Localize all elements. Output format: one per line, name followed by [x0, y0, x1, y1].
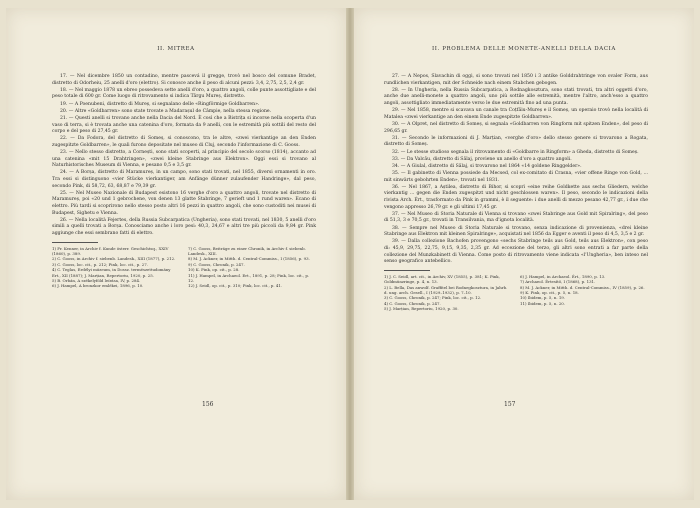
footnote: 5) J. Marțian, Repertoriu, 1920, p. 30.	[384, 306, 459, 312]
paragraph: 33. — Da Valcău, distretto di Sălaj, proviene un anello d'oro a quattro angoli.	[392, 156, 572, 162]
paragraph: 18. — Nel maggio 1878 un ebreo possedeva sette anelli d'oro, a quattro angoli, colle punte assottigliate e del peso totale di 600 gr. Come luogo di ritrovamento si indica Târgu Mureș, distretto.	[52, 87, 316, 100]
running-header: II. MITREA	[157, 46, 195, 52]
right-page	[354, 8, 694, 500]
paragraph: 26. — Nella località Fejertes, della Russia Subcarpatica (Ungheria), sono stati trovati, nel 1830, 5 anelli d'oro simili a quelli trovati a Borșa. Conosciamo anche i loro pesi: 40,3, 24,67 e altri tre più piccoli da 9,84 gr. Pink aggiunge che essi sembrano fatti di elettro.	[52, 217, 316, 236]
footnote: 12) J. Seidl, op. cit., p. 310; Pink, loc. cit., p. 41.	[188, 283, 283, 289]
footnote: 10) K. Pink, op. cit., p. 28.	[188, 267, 240, 273]
footnote: 1) Fr. Kenner, in Archiv f. Kunde österr. Geschichtsq., XXIV (1860), p. 389.	[52, 245, 169, 256]
paragraph: 31. — Secondo le informazioni di J. Marțian, «verghe d'oro» dello stesso genere si trovarono a Rogata, distretto di Someș.	[384, 135, 648, 148]
paragraph: 32. — Le stesse studioso segnala il ritrovamento di «Goldbarre in Ringform» a Gheda, distretto di Someș.	[392, 149, 639, 155]
footnote-rule	[52, 242, 98, 243]
right-page-body	[384, 74, 648, 312]
footnote: 5) B. Orbán, A székelyföld leírása, IV, p. 284.	[52, 278, 141, 284]
footnote: 4) C. Teglas, Erdélyi múzeum, in Dossz. természettudomány Ert., XII (1887); J. Marțian, Repertoriu, 1920, p. 25.	[52, 267, 171, 278]
paragraph: 35. — Il gabinetto di Vienna possiede da Mecsed, col ex-comitato di Crasna, «vier offene Ringe von Gold, ... mit sinwärts gebohrten Enden», trovati nel 1831.	[384, 171, 648, 183]
page-number: 156	[202, 401, 214, 408]
paragraph: 21. — Questi anelli si trovano anche nella Dacia del Nord. È così che a Bistrița si incorse nella scoperta d'un vaso di terra, si è trovata anche una catenina d'oro, formata da 9 anelli, con le estremità più sottili del resto del corpo e del peso di 27,45 gr.	[52, 115, 316, 135]
paragraph: 37. — Nel Museo di Storia Naturale di Vienna si trovano «zwei Stabringe aus Gold mit Spiralring», del peso di 51,3, 3 e 70,5 gr., trovati in Transilvania, ma d'ignota località.	[384, 211, 648, 224]
footnote: 7) Archaeol. Értesítő, I (1868), p. 131.	[520, 279, 596, 285]
footnote: 1) J. C. Seidl, art. cit., in Archiv, XV (1855), p. 381; K. Pink, Goldmünzringe, p. 4, n. 13.	[384, 273, 500, 285]
book-gutter	[346, 8, 354, 500]
footnote-rule	[384, 270, 430, 271]
footnote: 9) C. Gooss, Chronik, p. 247.	[188, 261, 245, 267]
paragraph: 22. — Da Fodora, del distretto di Someș, si conoscono, tra le altre, «zwei vierkantige an den Enden zugespitzte Goldbarren», le quali furono depositate nel museo di Cluj, secondo l'informazione di C. Gooss.	[52, 136, 316, 148]
paragraph: 36. — Nel 1867, a Aștilea, distretto di Bihor, si scoprì «eine reihe Goldkette aus sechs Gliedern, welche vierkantig ... gegen die Enden zugespitzt und nicht geschlossen waren». Il peso, secondo le indicazioni della rivista Arch. Ért., trasformato da Pink in grammi, è il seguente: i due anelli di mezzo pesano 42,77 gr., i due che vengono appresso 26,79 gr. e gli ultimi 17,45 gr.	[384, 184, 648, 210]
footnote: 6) J. Hampel, A bronzkor emlékei, 1896, p. 10.	[52, 283, 144, 289]
footnote: 6) J. Hampel, in Archaeol. Ért., 1890, p. 13.	[520, 273, 606, 279]
left-paragraphs	[52, 74, 316, 238]
right-footnotes	[384, 274, 648, 312]
footnote: 9) K. Pink, op. cit., p. 5, n. 18.	[520, 289, 579, 295]
paragraph: 34. — A Giulal, distretto di Sălaj, si trovarono nel 1864 «14 goldene Ringgelder».	[392, 163, 582, 169]
footnote: 4) C. Gooss, Chronik, p. 247.	[384, 300, 441, 306]
paragraph: 29. — Nel 1858, mentre si scavava un canale tra Coțfăiu-Mureș e il Someș, un operaio trovò nella località di Matalea «zwei vierkantige an den einem Ende zugespitzte Goldbarren».	[384, 108, 648, 120]
footnote: 3) C. Gooss, loc. cit., p. 212; Pink, loc. cit., p. 27.	[52, 261, 148, 267]
footnote: 3) C. Gooss, Chronik, p. 247; Pink, loc. cit., p. 12.	[384, 295, 482, 301]
footnote: 2) C. Gooss, in Archiv f. siebenb. Landesk., XIII (1877), p. 212.	[52, 256, 176, 262]
right-paragraphs	[384, 74, 648, 266]
left-footnotes	[52, 246, 316, 289]
page-number: 157	[504, 401, 516, 408]
paragraph: 30. — A Olpret, nel distretto di Someș, si segnala «Goldbarren von Ringform mit spitzen Enden», del peso di 296,65 gr.	[384, 121, 648, 134]
paragraph: 19. — A Poenubeni, distretto di Mureș, si segnalano delle «Ringförmige Goldbarren».	[60, 101, 260, 107]
paragraph: 24. — A Borșa, distretto di Maramureș, in un campo, sono stati trovati, nel 1855, diversi ornamenti in oro. Tra essi si distinguono «vier Stücke vierkantiger, am Anfänge dünner zulaufender Handringe», dal peso, secondo Pink, di 58,72, 63, 68,87 e 79,39 gr.	[52, 170, 316, 189]
footnote: 11) J. Hampel, in Archaeol. Ert., 1891, p. 28; Pink, loc. cit., p. 12.	[188, 272, 310, 284]
left-page	[6, 8, 346, 500]
paragraph: 39. — Dalla collezione Bachofen provengono «sechs Stabringe teils aus Gold, teils aus Elektron», con peso di: 45,9, 29,75, 22,75, 9,15, 9,35, 2,35 gr. Ad eccezione del terzo, gli altri sono entrati a far parte della collezione del Munzkabinett di Vienna. Come posto di ritrovamento viene indicata «l'Ungheria», ben inteso nel senso geografico antebellico.	[384, 239, 648, 265]
paragraph: 27. — A Nepos, Slavachin di oggi, si sono trovati nel 1850 i 3 antike Golddrahtringe von ovaler Form, aus rundlichen vierkantigen, mit der Schneide nach einem Stabchen gebogen.	[384, 74, 648, 86]
footnote: 7) C. Gooss, Beiträge zu einer Chronik, in Archiv f. siebenb. Landesk., XIII.	[188, 245, 306, 256]
paragraph: 25. — Nel Museo Nazionale di Budapest esistono 16 verghe d'oro a quattro angoli, trovate nel distretto di Maramureș, poi «20 und 1 gebrochene, von denen 13 glatte Stabringe, 7 gerieft und 1 rund waren». Ecano di elettro. Più tardi si scoprirono nello stesso posto altri 16 pezzi in quattro angoli, che sono custoditi nei musei di Budapest, Sighetu e Vienna.	[52, 190, 316, 216]
footnote: 8) M. J. Ackner, in Mitth. d. Central-Commiss., IV (1859), p. 26.	[520, 284, 645, 290]
left-page-body	[52, 74, 316, 289]
footnote: 8) M. J. Ackner, in Mitth. d. Central-Commiss., I (1856), p. 93.	[188, 256, 310, 262]
paragraph: 23. — Nello stesso distretto, a Cornești, sono stati scoperti, al principio del secolo scorso (1814), accanto ad una catenina «mit 15 Drahtringen», «zwei kleine Stabringe aus Elektron». Oggi essi si trovano al Naturhistorisches Museum di Vienna, e pesano 0,5 e 3,5 gr.	[52, 150, 316, 169]
paragraph: 38. — Sempre nel Museo di Storia Naturale si trovano, senza indicazione di provenienza, «drei kleine Stabringe aus Elektron mit kleinen Spiralringe», acquistati nel 1856 da Egger e aventi il peso di 4,5, 3,5 e 2 gr.	[384, 225, 648, 238]
footnote: 10) Ibidem, p. 5, n. 19.	[520, 295, 566, 301]
paragraph: 28. — In Ungheria, nella Russia Subcarpatica, a Rodnagkosztura, sono stati trovati, tra altri oggetti d'oro, anche due anelli-monete a quattro angoli, uno più sottile alle estremità, mentre l'altro, anch'esso a quattro angoli, assottigliato immediatamente verso le due estremità fino ad una punta.	[384, 87, 648, 106]
footnote: 2) L. Bella, Das anwolf. Graffitel bei Rodnegkosztura, in Jahrb. d. ung. arch. Gesell., I (1929–1932), p. 7–10.	[384, 284, 508, 295]
footnote: 11) Ibidem, p. 5, n. 20.	[520, 300, 566, 306]
paragraph: 20. — Altre «Goldbarren» sono state trovate a Madarașul de Câmpie, nella stessa regione.	[60, 108, 272, 114]
running-header: II. PROBLEMA DELLE MONETE-ANELLI DELLA DACIA	[432, 46, 616, 52]
paragraph: 17. — Nel dicembre 1850 un contadino, mentre pascevá il gregge, trovò nel bosco del comune Bradet, distretto di Odorheiu, 25 anelli d'oro (elettro). Si conosce anche il peso di alcuni pezzi: 3,4, 2,75, 2,5, 2,4 gr.	[52, 74, 316, 86]
